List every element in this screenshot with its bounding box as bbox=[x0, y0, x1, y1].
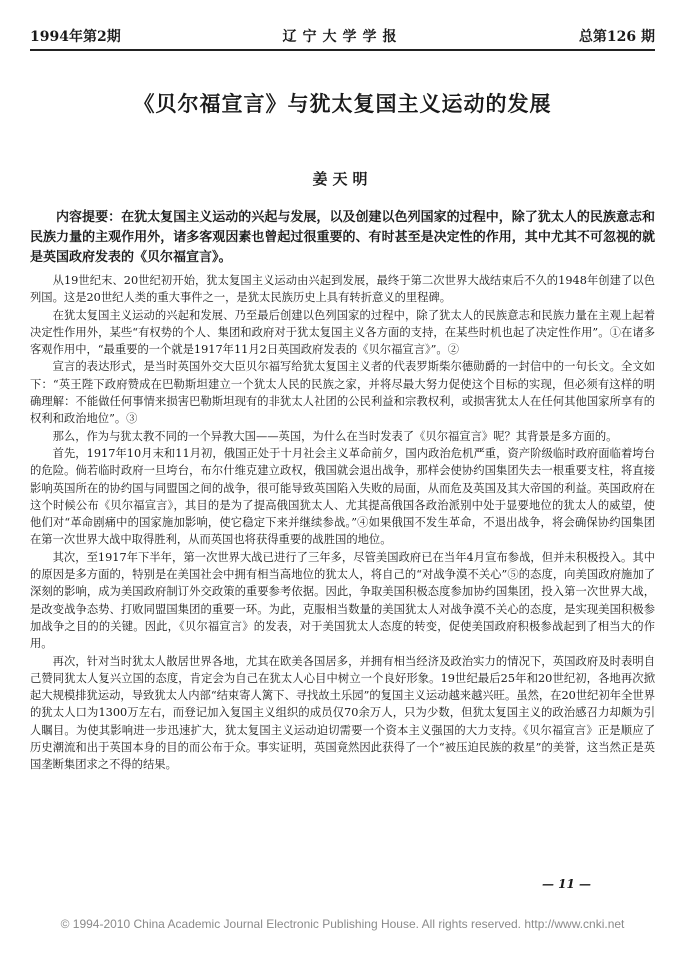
issue-label: 1994年第2期 bbox=[30, 29, 121, 45]
paragraph: 再次，针对当时犹太人散居世界各地，尤其在欧美各国居多，并拥有相当经济及政治实力的情况下，英国政府及时表明自己赞同犹太人复兴立国的态度，肯定会为自己在犹太人心目中树立一个良好形象。19世纪最后25年和20世纪初，各地再次掀起大规模排犹运动，导致犹太人内部“结束寄人篱下、寻找故土乐园”的复国主义运动越来越兴旺。虽然，在20世纪初年全世界的犹太人口为1300万左右，而登记加入复国主义组织的成员仅70余万人，只为少数，但犹太复国主义的政治感召力却颇为引人瞩目。为使其影响进一步迅速扩大，犹太复国主义运动迫切需要一个资本主义强国的大力支持。《贝尔福宣言》正是顺应了历史潮流和出于英国本身的目的而公布于众。事实证明，英国竟然因此获得了一个“被压迫民族的救星”的美誉，这当然正是英国垄断集团求之不得的结果。 bbox=[30, 654, 655, 772]
paragraph: 在犹太复国主义运动的兴起和发展、乃至最后创建以色列国家的过程中，除了犹太人的民族意志和民族力量在主观上起着决定性作用外，某些“有权势的个人、集团和政府对于犹太复国主义各方面的支持，在某些时机也起了决定性作用”。①在诸多客观作用中，“最重要的一个就是1917年11月2日英国政府发表的《贝尔福宣言》”。② bbox=[30, 308, 655, 357]
paragraph: 其次，至1917年下半年，第一次世界大战已进行了三年多，尽管美国政府已在当年4月宣布参战，但并未积极投入。其中的原因是多方面的，特别是在美国社会中拥有相当高地位的犹太人，将自己的“对战争漠不关心”⑤的态度，向美国政府施加了深刻的影响，成为美国政府制订外交政策的重要参考依据。因此，争取美国积极态度参加协约国集团，投入第一次世界大战，是改变战争态势、打败同盟国集团的重要一环。为此，克服相当数量的美国犹太人对战争漠不关心的态度，是实现美国积极参加战争之目的的关键。因此，《贝尔福宣言》的发表，对于美国犹太人态度的转变，促使美国政府积极参战起到了相当大的作用。 bbox=[30, 550, 655, 651]
paragraph: 从19世纪末、20世纪初开始，犹太复国主义运动由兴起到发展，最终于第二次世界大战结束后不久的1948年创建了以色列国。这是20世纪人类的重大事件之一，是犹太民族历史上具有转折意义的里程碑。 bbox=[30, 274, 655, 305]
paragraph: 首先，1917年10月末和11月初，俄国正处于十月社会主义革命前夕，国内政治危机严重，资产阶级临时政府面临着垮台的危险。倘若临时政府一旦垮台，布尔什维克建立政权，俄国就会退出战争，那样会使协约国集团失去一根重要支柱，将直接影响英国所在的协约国与同盟国之间的战争，很可能导致英国陷入失败的局面，从而危及英国及其大帝国的利益。英国政府在这个时候公布《贝尔福宣言》，其目的是为了提高俄国犹太人、尤其提高俄国各政治派别中处于显要地位的犹太人的威望，使他们对“革命剧痛中的国家施加影响，使它稳定下来并继续参战。”④如果俄国不发生革命，不退出战争，将会确保协约国集团在第一次世界大战中取得胜利，从而英国也将获得重要的战胜国的地位。 bbox=[30, 446, 655, 547]
copyright-footer: © 1994-2010 China Academic Journal Electronic Publishing House. All rights reserved. http://www.cnki.net bbox=[60, 917, 625, 931]
abstract-text: 在犹太复国主义运动的兴起与发展，以及创建以色列国家的过程中，除了犹太人的民族意志和民族力量的主观作用外，诸多客观因素也曾起过很重要的、有时甚至是决定性的作用，其中尤其不可忽视的就是英国政府发表的《贝尔福宣言》。 bbox=[30, 210, 655, 265]
page-number: — 11 — bbox=[541, 877, 591, 891]
journal-name: 辽宁大学学报 bbox=[282, 29, 403, 45]
abstract bbox=[30, 208, 655, 268]
header-rule bbox=[30, 49, 655, 51]
paragraph: 宣言的表达形式，是当时英国外交大臣贝尔福写给犹太复国主义者的代表罗斯柴尔德勋爵的一封信中的一句长文。全文如下：“英王陛下政府赞成在巴勒斯坦建立一个犹太人民的民族之家，并将尽最大努力促使这个目标的实现，但必须有这样的明确理解：不能做任何事情来损害巴勒斯坦现有的非犹太人社团的公民利益和宗教权利，或损害犹太人在任何其他国家所享有的权利和政治地位”。③ bbox=[30, 360, 655, 426]
abstract-label: 内容提要： bbox=[56, 210, 122, 225]
paragraph: 那么，作为与犹太教不同的一个异教大国——英国，为什么在当时发表了《贝尔福宣言》呢？其背景是多方面的。 bbox=[52, 429, 618, 443]
author-name: 姜天明 bbox=[312, 170, 373, 188]
running-header bbox=[30, 26, 655, 48]
article-title: 《贝尔福宣言》与犹太复国主义运动的发展 bbox=[133, 91, 552, 116]
article-body bbox=[30, 272, 655, 774]
total-issue-label: 总第126 期 bbox=[578, 29, 655, 45]
